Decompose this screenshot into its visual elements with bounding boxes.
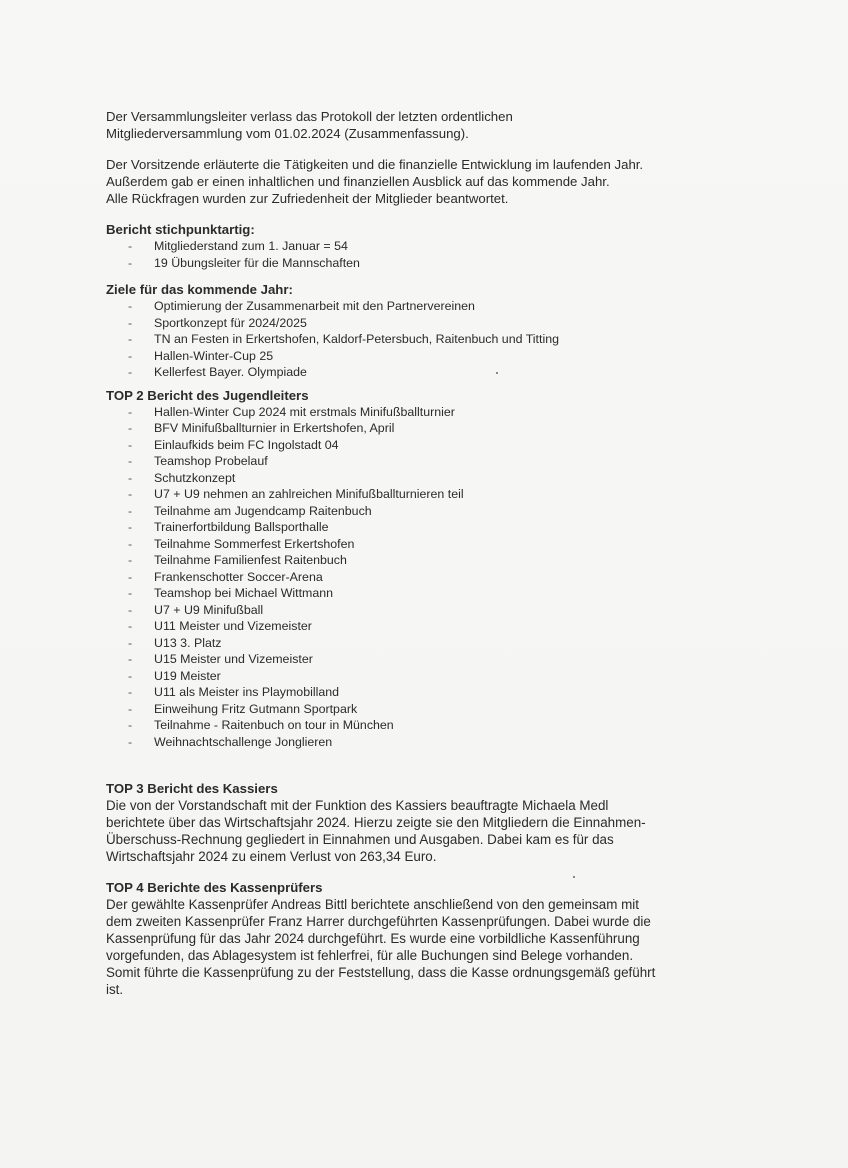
list-item	[106, 255, 726, 272]
text-line: Kassenprüfung für das Jahr 2024 durchgeführt. Es wurde eine vorbildliche Kassenführung	[106, 931, 640, 946]
text-line: dem zweiten Kassenprüfer Franz Harrer durchgeführten Kassenprüfungen. Dabei wurde die	[106, 914, 651, 929]
list-item-text: Teilnahme am Jugendcamp Raitenbuch	[154, 503, 372, 518]
list-item-text: Frankenschotter Soccer-Arena	[154, 569, 323, 584]
list-item	[106, 486, 726, 503]
dash-bullet: -	[128, 487, 133, 501]
bullet-list	[106, 238, 726, 271]
document-body	[106, 108, 726, 998]
dash-bullet: -	[128, 569, 133, 584]
list-item	[106, 519, 726, 536]
section-heading: TOP 2 Bericht des Jugendleiters	[106, 387, 309, 403]
list-item	[106, 238, 726, 255]
text-line: Wirtschaftsjahr 2024 zu einem Verlust von 263,34 Euro.	[106, 849, 437, 864]
list-item	[106, 536, 726, 553]
dash-bullet: -	[128, 299, 133, 313]
section-heading: TOP 3 Bericht des Kassiers	[106, 781, 278, 796]
list-item	[106, 734, 726, 751]
bullet-list	[106, 298, 726, 381]
list-item-text: U11 Meister und Vizemeister	[154, 619, 312, 633]
list-item	[106, 331, 726, 348]
list-item	[106, 364, 726, 381]
dash-bullet: -	[128, 404, 133, 419]
dash-bullet: -	[128, 454, 133, 468]
dash-bullet: -	[128, 734, 133, 749]
list-item-text: Trainerfortbildung Ballsporthalle	[154, 520, 329, 534]
list-item-text: Hallen-Winter-Cup 25	[154, 348, 274, 363]
list-item	[106, 635, 726, 652]
list-item	[106, 315, 726, 332]
dash-bullet: -	[128, 421, 133, 435]
dash-bullet: -	[128, 619, 133, 633]
list-item	[106, 717, 726, 734]
list-item-text: Einweihung Fritz Gutmann Sportpark	[154, 701, 358, 716]
list-item	[106, 437, 726, 454]
list-item	[106, 602, 726, 619]
text-line: Der gewählte Kassenprüfer Andreas Bittl berichtete anschließend von den gemeinsam mit	[106, 897, 639, 912]
list-item-text: Kellerfest Bayer. Olympiade	[154, 365, 307, 379]
text-line: Überschuss-Rechnung gegliedert in Einnahmen und Ausgaben. Dabei kam es für das	[106, 832, 614, 847]
list-item	[106, 404, 726, 421]
text-line: Somit führte die Kassenprüfung zu der Feststellung, dass die Kasse ordnungsgemäß geführt	[106, 965, 656, 980]
dash-bullet: -	[128, 586, 133, 600]
list-item-text: Teilnahme Sommerfest Erkertshofen	[154, 536, 355, 551]
text-line: Außerdem gab er einen inhaltlichen und finanziellen Ausblick auf das kommende Jahr.	[106, 174, 610, 189]
section-top4	[106, 879, 726, 998]
dash-bullet: -	[128, 685, 133, 699]
dash-bullet: -	[128, 503, 133, 518]
text-line: Mitgliederversammlung vom 01.02.2024 (Zusammenfassung).	[106, 126, 469, 141]
section-top2	[106, 387, 726, 751]
list-item	[106, 503, 726, 520]
list-item	[106, 453, 726, 470]
list-item	[106, 668, 726, 685]
section-heading: Bericht stichpunktartig:	[106, 222, 255, 237]
section-text	[106, 896, 726, 998]
dash-bullet: -	[128, 701, 133, 716]
list-item	[106, 701, 726, 718]
list-item	[106, 348, 726, 365]
list-item	[106, 618, 726, 635]
list-item	[106, 569, 726, 586]
text-line: berichtete über das Wirtschaftsjahr 2024. Hierzu zeigte sie den Mitgliedern die Einnahmen-	[106, 815, 646, 830]
dash-bullet: -	[128, 470, 133, 485]
list-item-text: Teilnahme Familienfest Raitenbuch	[154, 553, 347, 567]
dash-bullet: -	[128, 255, 133, 270]
dash-bullet: -	[128, 668, 133, 683]
list-item	[106, 470, 726, 487]
section-ziele	[106, 281, 726, 381]
dash-bullet: -	[128, 718, 133, 732]
dash-bullet: -	[128, 536, 133, 551]
list-item-text: U15 Meister und Vizemeister	[154, 652, 313, 666]
list-item-text: Einlaufkids beim FC Ingolstadt 04	[154, 437, 339, 452]
text-line: Der Versammlungsleiter verlass das Protokoll der letzten ordentlichen	[106, 109, 513, 124]
dash-bullet: -	[128, 520, 133, 534]
list-item-text: 19 Übungsleiter für die Mannschaften	[154, 255, 360, 270]
list-item-text: Teilnahme - Raitenbuch on tour in München	[154, 718, 394, 732]
list-item-text: Weihnachtschallenge Jonglieren	[154, 734, 333, 749]
dash-bullet: -	[128, 332, 133, 346]
text-line: vorgefunden, das Ablagesystem ist fehlerfrei, für alle Buchungen sind Belege vorhanden.	[106, 948, 634, 963]
list-item-text: U7 + U9 nehmen an zahlreichen Minifußballturnieren teil	[154, 487, 464, 501]
bullet-list	[106, 404, 726, 751]
list-item-text: U7 + U9 Minifußball	[154, 602, 264, 617]
list-item-text: Teamshop Probelauf	[154, 454, 268, 468]
list-item-text: TN an Festen in Erkertshofen, Kaldorf-Petersbuch, Raitenbuch und Titting	[154, 332, 559, 346]
section-text	[106, 797, 726, 865]
list-item-text: Mitgliederstand zum 1. Januar = 54	[154, 239, 348, 253]
list-item	[106, 585, 726, 602]
list-item-text: U19 Meister	[154, 668, 221, 683]
section-bericht	[106, 221, 726, 271]
list-item	[106, 651, 726, 668]
text-line: ist.	[106, 982, 124, 997]
list-item	[106, 552, 726, 569]
dash-bullet: -	[128, 315, 133, 330]
list-item-text: Optimierung der Zusammenarbeit mit den Partnervereinen	[154, 299, 475, 313]
list-item-text: Schutzkonzept	[154, 470, 236, 485]
list-item-text: U11 als Meister ins Playmobilland	[154, 685, 340, 699]
dash-bullet: -	[128, 437, 133, 452]
list-item-text: Sportkonzept für 2024/2025	[154, 315, 307, 330]
list-item-text: Hallen-Winter Cup 2024 mit erstmals Minifußballturnier	[154, 404, 455, 419]
dash-bullet: -	[128, 652, 133, 666]
section-heading: Ziele für das kommende Jahr:	[106, 282, 293, 297]
dash-bullet: -	[128, 239, 133, 253]
list-item-text: BFV Minifußballturnier in Erkertshofen, April	[154, 421, 395, 435]
section-top3	[106, 780, 726, 865]
list-item-text: U13 3. Platz	[154, 635, 222, 650]
dash-bullet: -	[128, 602, 133, 617]
list-item-text: Teamshop bei Michael Wittmann	[154, 586, 334, 600]
intro-paragraph-1	[106, 108, 726, 142]
text-line: Der Vorsitzende erläuterte die Tätigkeiten und die finanzielle Entwicklung im laufenden Jahr.	[106, 157, 644, 172]
text-line: Die von der Vorstandschaft mit der Funktion des Kassiers beauftragte Michaela Medl	[106, 798, 609, 813]
dash-bullet: -	[128, 365, 133, 379]
dash-bullet: -	[128, 348, 133, 363]
dash-bullet: -	[128, 553, 133, 567]
section-heading: TOP 4 Berichte des Kassenprüfers	[106, 880, 323, 895]
text-line: Alle Rückfragen wurden zur Zufriedenheit der Mitglieder beantwortet.	[106, 191, 509, 206]
list-item	[106, 420, 726, 437]
intro-paragraph-2	[106, 156, 726, 207]
list-item	[106, 684, 726, 701]
dash-bullet: -	[128, 635, 133, 650]
list-item	[106, 298, 726, 315]
